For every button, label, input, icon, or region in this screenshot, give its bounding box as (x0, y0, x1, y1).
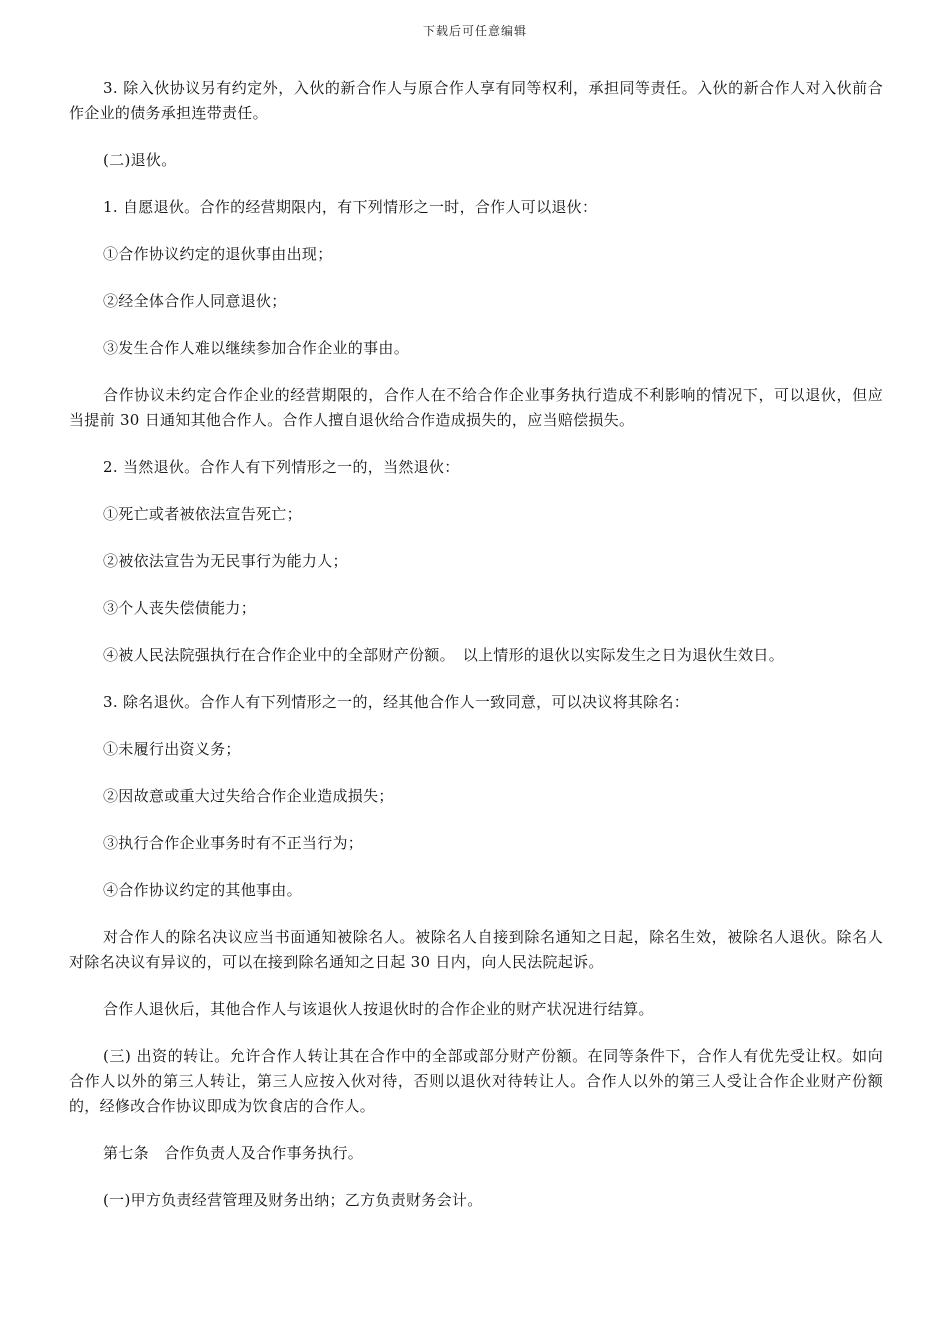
page-header: 下载后可任意编辑 (422, 24, 527, 38)
list-item: ①未履行出资义务； (103, 740, 241, 758)
paragraph-capital-transfer: (三) 出资的转让。允许合作人转让其在合作中的全部或部分财产份额。在同等条件下，合作人有优先受让权。如向合作人以外的第三人转让，第三人应按入伙对待，否则以退伙对待转让人。合作人以外的第三人受让合作企业财产份额的，经修改合作协议即成为饮食店的合作人。 (69, 1047, 883, 1115)
paragraph-automatic-withdrawal: 2. 当然退伙。合作人有下列情形之一的，当然退伙： (103, 458, 460, 476)
paragraph-no-term-withdrawal: 合作协议未约定合作企业的经营期限的，合作人在不给合作企业事务执行造成不利影响的情况下，可以退伙，但应当提前 30 日通知其他合作人。合作人擅自退伙给合作造成损失的，应当赔偿损失。 (69, 386, 883, 429)
paragraph-expulsion: 3. 除名退伙。合作人有下列情形之一的，经其他合作人一致同意，可以决议将其除名： (103, 693, 690, 711)
paragraph-section-withdrawal: (二)退伙。 (103, 151, 177, 169)
list-item: ④被人民法院强执行在合作企业中的全部财产份额。 以上情形的退伙以实际发生之日为退伙生效日。 (103, 646, 785, 664)
list-item: ①死亡或者被依法宣告死亡； (103, 505, 302, 523)
paragraph-clause-3-admission-rights: 3. 除入伙协议另有约定外，入伙的新合作人与原合作人享有同等权利，承担同等责任。入伙的新合作人对入伙前合作企业的债务承担连带责任。 (69, 79, 883, 122)
paragraph-settlement: 合作人退伙后，其他合作人与该退伙人按退伙时的合作企业的财产状况进行结算。 (103, 1000, 654, 1018)
list-item: ③个人丧失偿债能力； (103, 599, 257, 617)
list-item: ③发生合作人难以继续参加合作企业的事由。 (103, 339, 410, 357)
paragraph-article-7-heading: 第七条 合作负责人及合作事务执行。 (103, 1144, 364, 1162)
list-item: ②经全体合作人同意退伙； (103, 292, 287, 310)
list-item: ③执行合作企业事务时有不正当行为； (103, 834, 364, 852)
list-item: ①合作协议约定的退伙事由出现； (103, 245, 333, 263)
paragraph-duties: (一)甲方负责经营管理及财务出纳；乙方负责财务会计。 (103, 1191, 483, 1209)
list-item: ④合作协议约定的其他事由。 (103, 881, 302, 899)
list-item: ②因故意或重大过失给合作企业造成损失； (103, 787, 394, 805)
document-body (69, 76, 883, 1213)
paragraph-expulsion-notice: 对合作人的除名决议应当书面通知被除名人。被除名人自接到除名通知之日起，除名生效，被除名人退伙。除名人对除名决议有异议的，可以在接到除名通知之日起 30 日内，向人民法院起诉。 (69, 928, 883, 971)
paragraph-voluntary-withdrawal: 1. 自愿退伙。合作的经营期限内，有下列情形之一时，合作人可以退伙： (103, 198, 598, 216)
list-item: ②被依法宣告为无民事行为能力人； (103, 552, 348, 570)
